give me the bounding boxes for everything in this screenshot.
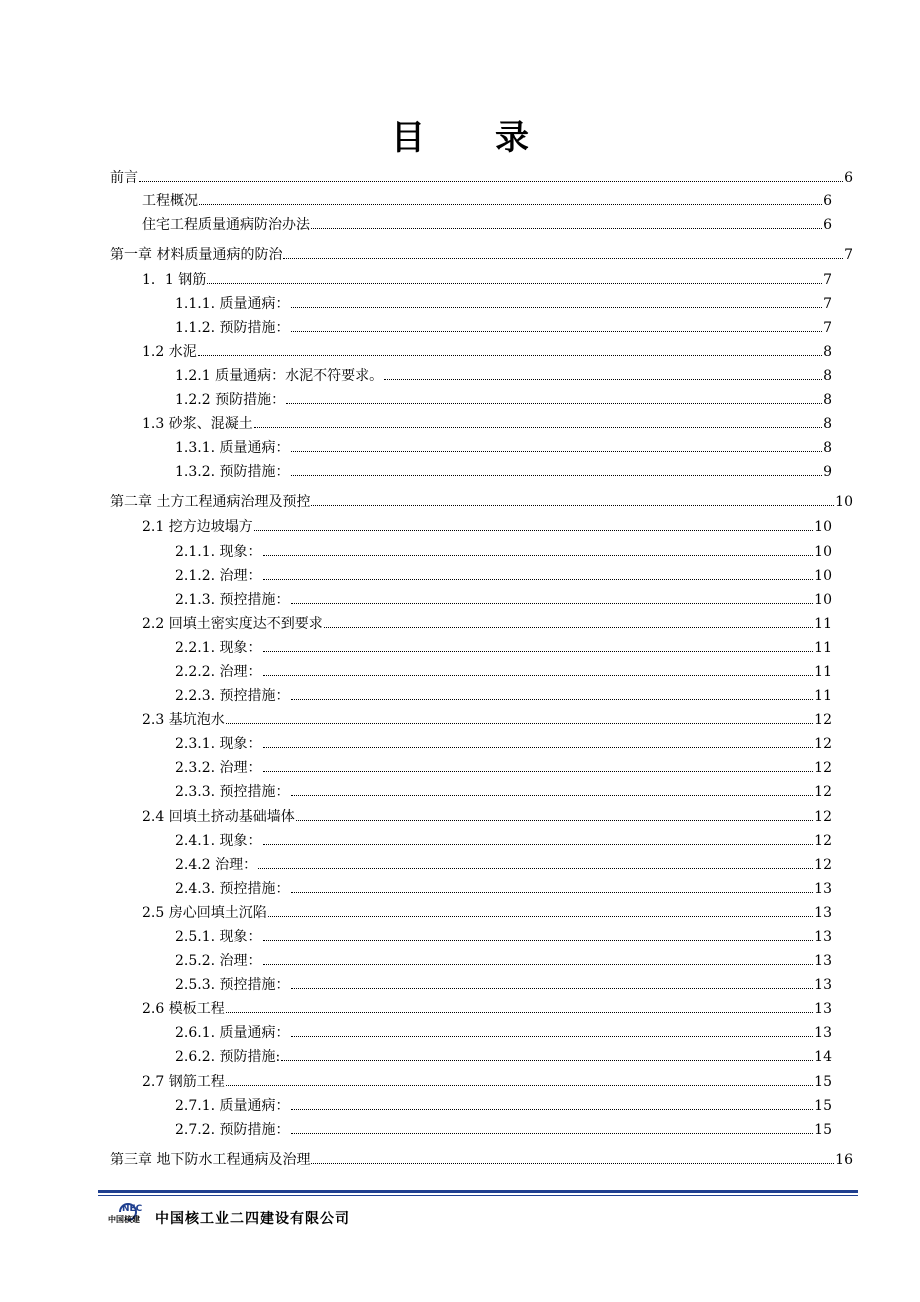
toc-entry[interactable]: [175, 1119, 832, 1139]
toc-entry[interactable]: [175, 974, 832, 994]
toc-entry[interactable]: [175, 950, 832, 970]
toc-entry-page-number: 8: [823, 440, 832, 456]
toc-entry-label: 1.3.2. 预防措施：: [175, 464, 290, 480]
toc-entry[interactable]: [142, 1071, 832, 1091]
toc-leader-dots: [291, 307, 823, 308]
toc-entry[interactable]: [175, 757, 832, 777]
toc-entry[interactable]: [175, 1095, 832, 1115]
toc-leader-dots: [139, 181, 843, 182]
toc-entry-label: 1.1.2. 预防措施：: [175, 320, 290, 336]
toc-entry[interactable]: [175, 317, 832, 337]
toc-entry[interactable]: [110, 167, 853, 187]
toc-entry[interactable]: [175, 461, 832, 481]
toc-entry-label: 2.1.3. 预控措施：: [175, 592, 290, 608]
toc-leader-dots: [254, 530, 813, 531]
toc-entry[interactable]: [110, 1149, 853, 1169]
toc-entry-page-number: 11: [814, 616, 832, 632]
toc-entry-page-number: 12: [814, 857, 832, 873]
toc-entry-page-number: 10: [814, 544, 832, 560]
toc-entry-page-number: 12: [814, 809, 832, 825]
toc-entry[interactable]: [142, 613, 832, 633]
toc-entry-page-number: 6: [823, 217, 832, 233]
toc-entry-page-number: 16: [835, 1152, 853, 1168]
toc-leader-dots: [296, 820, 813, 821]
toc-entry-label: 2.6.1. 质量通病：: [175, 1025, 290, 1041]
toc-leader-dots: [263, 555, 814, 556]
toc-leader-dots: [263, 964, 814, 965]
toc-leader-dots: [291, 988, 814, 989]
toc-entry-label: 2.5.1. 现象：: [175, 929, 262, 945]
toc-leader-dots: [384, 379, 822, 380]
toc-leader-dots: [311, 1163, 834, 1164]
toc-leader-dots: [258, 868, 813, 869]
toc-entry[interactable]: [175, 733, 832, 753]
toc-entry[interactable]: [142, 413, 832, 433]
title-char-2: 录: [495, 118, 529, 158]
toc-entry-page-number: 12: [814, 736, 832, 752]
toc-entry-label: 2.3.2. 治理：: [175, 760, 262, 776]
toc-leader-dots: [311, 505, 834, 506]
toc-entry[interactable]: [175, 589, 832, 609]
toc-entry-label: 第三章 地下防水工程通病及治理: [110, 1152, 311, 1168]
toc-leader-dots: [291, 892, 814, 893]
toc-leader-dots: [291, 475, 823, 476]
toc-leader-dots: [263, 771, 814, 772]
toc-entry-page-number: 7: [823, 296, 832, 312]
toc-leader-dots: [291, 699, 814, 700]
toc-entry-label: 2.2.1. 现象：: [175, 640, 262, 656]
toc-entry-page-number: 13: [814, 905, 832, 921]
toc-leader-dots: [207, 283, 822, 284]
toc-entry-page-number: 7: [844, 247, 853, 263]
toc-entry-label: 第一章 材料质量通病的防治: [110, 247, 283, 263]
footer-rule-thin: [98, 1195, 858, 1196]
toc-entry-label: 2.4 回填土挤动基础墙体: [142, 809, 295, 825]
toc-entry[interactable]: [142, 806, 832, 826]
toc-entry[interactable]: [142, 214, 832, 234]
toc-entry-label: 1．1 钢筋: [142, 272, 207, 288]
toc-entry-page-number: 15: [814, 1098, 832, 1114]
toc-leader-dots: [226, 1085, 813, 1086]
toc-entry-label: 2.5.2. 治理：: [175, 953, 262, 969]
toc-entry-page-number: 13: [814, 1025, 832, 1041]
toc-entry[interactable]: [175, 565, 832, 585]
toc-entry[interactable]: [142, 709, 832, 729]
toc-entry[interactable]: [175, 1022, 832, 1042]
toc-leader-dots: [226, 1012, 813, 1013]
toc-entry-label: 2.2.2. 治理：: [175, 664, 262, 680]
toc-entry[interactable]: [175, 661, 832, 681]
toc-leader-dots: [281, 1060, 813, 1061]
toc-leader-dots: [286, 403, 822, 404]
toc-entry-page-number: 11: [814, 688, 832, 704]
toc-entry-page-number: 6: [823, 193, 832, 209]
toc-entry-label: 工程概况: [142, 193, 198, 209]
toc-entry-label: 2.2.3. 预控措施：: [175, 688, 290, 704]
toc-entry-page-number: 7: [823, 272, 832, 288]
toc-entry-label: 1.1.1. 质量通病：: [175, 296, 290, 312]
toc-entry-page-number: 15: [814, 1122, 832, 1138]
toc-entry[interactable]: [110, 244, 853, 264]
toc-leader-dots: [198, 355, 822, 356]
toc-entry-page-number: 8: [823, 416, 832, 432]
toc-entry-page-number: 8: [823, 344, 832, 360]
toc-entry-label: 2.1 挖方边坡塌方: [142, 519, 253, 535]
toc-entry[interactable]: [175, 830, 832, 850]
toc-entry-page-number: 8: [823, 392, 832, 408]
toc-entry-page-number: 13: [814, 977, 832, 993]
toc-leader-dots: [291, 1133, 814, 1134]
toc-entry-page-number: 10: [835, 494, 853, 510]
toc-entry-label: 2.4.3. 预控措施：: [175, 881, 290, 897]
toc-entry[interactable]: [175, 437, 832, 457]
toc-entry-page-number: 13: [814, 1001, 832, 1017]
toc-entry-label: 前言: [110, 170, 138, 186]
toc-entry-page-number: 13: [814, 953, 832, 969]
toc-entry-label: 2.7.1. 质量通病：: [175, 1098, 290, 1114]
toc-entry[interactable]: [175, 293, 832, 313]
toc-entry-page-number: 6: [844, 170, 853, 186]
toc-entry-label: 2.1.2. 治理：: [175, 568, 262, 584]
toc-entry-label: 2.7 钢筋工程: [142, 1074, 225, 1090]
toc-entry-page-number: 11: [814, 640, 832, 656]
toc-entry[interactable]: [110, 491, 853, 511]
footer-rule-thick: [98, 1190, 858, 1193]
toc-leader-dots: [199, 204, 822, 205]
toc-entry[interactable]: [142, 516, 832, 536]
toc-leader-dots: [291, 603, 814, 604]
toc-entry-label: 1.3.1. 质量通病：: [175, 440, 290, 456]
title-char-1: 目: [391, 118, 425, 158]
toc-entry-page-number: 13: [814, 881, 832, 897]
toc-entry[interactable]: [175, 365, 832, 385]
toc-entry-page-number: 10: [814, 519, 832, 535]
toc-entry[interactable]: [175, 781, 832, 801]
toc-leader-dots: [291, 451, 823, 452]
toc-entry[interactable]: [142, 902, 832, 922]
toc-entry-label: 2.3.3. 预控措施：: [175, 784, 290, 800]
toc-entry[interactable]: [175, 854, 832, 874]
toc-entry-page-number: 12: [814, 760, 832, 776]
toc-entry-label: 2.4.2 治理：: [175, 857, 258, 873]
toc-leader-dots: [291, 795, 814, 796]
toc-leader-dots: [254, 427, 822, 428]
toc-leader-dots: [324, 627, 813, 628]
toc-entry-label: 2.3 基坑泡水: [142, 712, 225, 728]
toc-entry-page-number: 11: [814, 664, 832, 680]
toc-entry-label: 1.2 水泥: [142, 344, 197, 360]
company-name: 中国核工业二四建设有限公司: [155, 1211, 350, 1227]
toc-entry-page-number: 14: [814, 1049, 832, 1065]
toc-entry-label: 2.3.1. 现象：: [175, 736, 262, 752]
toc-entry[interactable]: [175, 541, 832, 561]
toc-entry-label: 1.3 砂浆、混凝土: [142, 416, 253, 432]
toc-entry-label: 2.7.2. 预防措施：: [175, 1122, 290, 1138]
toc-entry[interactable]: [142, 341, 832, 361]
toc-leader-dots: [263, 844, 814, 845]
toc-entry-page-number: 12: [814, 833, 832, 849]
toc-entry[interactable]: [142, 190, 832, 210]
toc-entry[interactable]: [175, 926, 832, 946]
toc-leader-dots: [263, 940, 814, 941]
toc-leader-dots: [291, 331, 823, 332]
toc-entry-page-number: 13: [814, 929, 832, 945]
toc-leader-dots: [263, 651, 814, 652]
toc-leader-dots: [263, 675, 814, 676]
toc-leader-dots: [268, 916, 813, 917]
logo-text: 中国核建: [108, 1215, 140, 1224]
toc-entry-page-number: 9: [823, 464, 832, 480]
toc-entry-label: 住宅工程质量通病防治办法: [142, 217, 310, 233]
toc-entry-page-number: 15: [814, 1074, 832, 1090]
toc-entry[interactable]: [142, 269, 832, 289]
toc-entry-label: 1.2.2 预防措施：: [175, 392, 286, 408]
toc-leader-dots: [283, 258, 843, 259]
toc-entry-page-number: 8: [823, 368, 832, 384]
toc-entry-label: 2.4.1. 现象：: [175, 833, 262, 849]
toc-leader-dots: [291, 1036, 814, 1037]
toc-entry-page-number: 10: [814, 592, 832, 608]
toc-entry-label: 2.6.2. 预防措施:: [175, 1049, 281, 1065]
toc-entry-page-number: 7: [823, 320, 832, 336]
toc-entry-label: 2.2 回填土密实度达不到要求: [142, 616, 323, 632]
toc-entry[interactable]: [175, 878, 832, 898]
toc-entry-label: 2.6 模板工程: [142, 1001, 225, 1017]
toc-entry-page-number: 12: [814, 712, 832, 728]
toc-leader-dots: [263, 579, 814, 580]
logo-mark: NEC: [122, 1204, 143, 1214]
toc-entry[interactable]: [175, 685, 832, 705]
toc-entry-label: 1.2.1 质量通病：水泥不符要求。: [175, 368, 384, 384]
toc-entry-label: 2.5.3. 预控措施：: [175, 977, 290, 993]
toc-entry-label: 2.5 房心回填土沉陷: [142, 905, 267, 921]
toc-entry[interactable]: [175, 637, 832, 657]
toc-entry[interactable]: [175, 1046, 832, 1066]
toc-entry-label: 2.1.1. 现象：: [175, 544, 262, 560]
toc-leader-dots: [226, 723, 813, 724]
toc-entry[interactable]: [175, 389, 832, 409]
toc-entry-label: 第二章 土方工程通病治理及预控: [110, 494, 311, 510]
toc-entry-page-number: 10: [814, 568, 832, 584]
toc-entry[interactable]: [142, 998, 832, 1018]
toc-entry-page-number: 12: [814, 784, 832, 800]
toc-leader-dots: [263, 747, 814, 748]
toc-leader-dots: [291, 1109, 814, 1110]
toc-leader-dots: [311, 228, 822, 229]
